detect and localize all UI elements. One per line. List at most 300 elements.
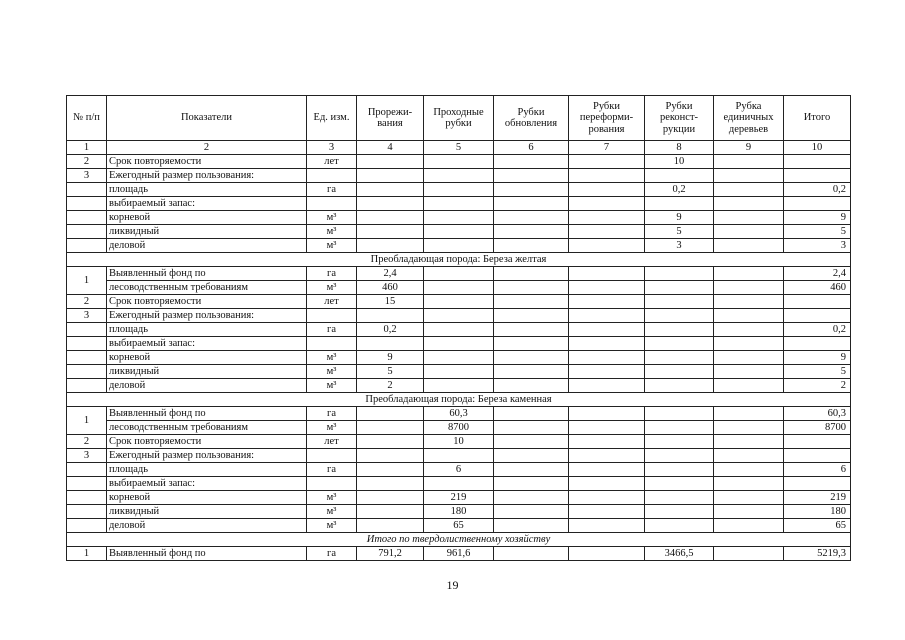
column-number-cell: 1 xyxy=(67,141,107,155)
value-cell xyxy=(424,379,494,393)
row-number-cell xyxy=(67,491,107,505)
row-number-cell xyxy=(67,379,107,393)
value-cell: 5 xyxy=(357,365,424,379)
value-cell: 9 xyxy=(784,211,851,225)
indicator-name-cell: выбираемый запас: xyxy=(107,477,307,491)
value-cell xyxy=(784,309,851,323)
value-cell xyxy=(357,435,424,449)
value-cell xyxy=(569,449,645,463)
value-cell xyxy=(424,155,494,169)
unit-cell: лет xyxy=(307,435,357,449)
unit-cell: га xyxy=(307,407,357,421)
value-cell xyxy=(357,211,424,225)
unit-cell: га xyxy=(307,463,357,477)
unit-cell xyxy=(307,477,357,491)
unit-cell: м³ xyxy=(307,225,357,239)
row-number-cell: 1 xyxy=(67,407,107,435)
column-header: Рубки реконст-рукции xyxy=(645,96,714,141)
value-cell xyxy=(714,155,784,169)
table-row xyxy=(67,169,851,183)
value-cell xyxy=(714,365,784,379)
value-cell xyxy=(645,435,714,449)
value-cell xyxy=(714,295,784,309)
table-row xyxy=(67,449,851,463)
value-cell xyxy=(424,281,494,295)
value-cell: 5 xyxy=(784,365,851,379)
value-cell xyxy=(494,295,569,309)
table-row xyxy=(67,309,851,323)
unit-cell: м³ xyxy=(307,519,357,533)
value-cell xyxy=(645,281,714,295)
value-cell: 0,2 xyxy=(645,183,714,197)
value-cell xyxy=(714,211,784,225)
value-cell xyxy=(714,547,784,561)
row-number-cell xyxy=(67,183,107,197)
value-cell xyxy=(784,295,851,309)
value-cell xyxy=(494,183,569,197)
value-cell xyxy=(714,337,784,351)
unit-cell: лет xyxy=(307,295,357,309)
value-cell xyxy=(569,365,645,379)
row-number-cell: 2 xyxy=(67,295,107,309)
row-number-cell: 2 xyxy=(67,435,107,449)
value-cell xyxy=(357,463,424,477)
value-cell xyxy=(424,449,494,463)
table-row xyxy=(67,365,851,379)
value-cell xyxy=(357,225,424,239)
indicator-name-cell: Выявленный фонд по xyxy=(107,407,307,421)
value-cell xyxy=(424,225,494,239)
value-cell xyxy=(494,155,569,169)
value-cell: 0,2 xyxy=(784,183,851,197)
value-cell: 8700 xyxy=(424,421,494,435)
value-cell xyxy=(494,547,569,561)
table-row xyxy=(67,183,851,197)
value-cell xyxy=(569,351,645,365)
value-cell xyxy=(714,407,784,421)
value-cell xyxy=(357,449,424,463)
table-row xyxy=(67,435,851,449)
table-row xyxy=(67,239,851,253)
value-cell xyxy=(645,323,714,337)
value-cell: 65 xyxy=(424,519,494,533)
table-row xyxy=(67,155,851,169)
value-cell xyxy=(714,309,784,323)
row-number-cell xyxy=(67,365,107,379)
value-cell xyxy=(494,449,569,463)
value-cell xyxy=(357,309,424,323)
value-cell xyxy=(569,491,645,505)
unit-cell: га xyxy=(307,323,357,337)
row-number-cell xyxy=(67,505,107,519)
row-number-cell xyxy=(67,519,107,533)
value-cell xyxy=(569,435,645,449)
section-title-row xyxy=(67,393,851,407)
table-row xyxy=(67,351,851,365)
indicator-name-cell: площадь xyxy=(107,323,307,337)
value-cell xyxy=(714,519,784,533)
unit-cell: га xyxy=(307,267,357,281)
value-cell xyxy=(357,169,424,183)
indicator-name-cell: деловой xyxy=(107,379,307,393)
value-cell: 460 xyxy=(784,281,851,295)
value-cell xyxy=(494,463,569,477)
value-cell: 9 xyxy=(645,211,714,225)
value-cell xyxy=(494,337,569,351)
value-cell: 60,3 xyxy=(784,407,851,421)
table-row xyxy=(67,295,851,309)
section-title: Итого по твердолиственному хозяйству xyxy=(67,533,851,547)
unit-cell xyxy=(307,169,357,183)
value-cell: 8700 xyxy=(784,421,851,435)
value-cell xyxy=(645,379,714,393)
indicator-name-cell: Ежегодный размер пользования: xyxy=(107,309,307,323)
value-cell xyxy=(569,309,645,323)
value-cell xyxy=(645,463,714,477)
value-cell xyxy=(714,421,784,435)
value-cell xyxy=(424,365,494,379)
value-cell xyxy=(645,477,714,491)
row-number-cell: 3 xyxy=(67,449,107,463)
page-number: 19 xyxy=(446,578,459,592)
column-number-cell: 5 xyxy=(424,141,494,155)
value-cell xyxy=(569,323,645,337)
value-cell xyxy=(784,435,851,449)
value-cell xyxy=(784,449,851,463)
value-cell: 791,2 xyxy=(357,547,424,561)
value-cell xyxy=(357,197,424,211)
value-cell xyxy=(714,379,784,393)
table-row xyxy=(67,197,851,211)
indicator-name-cell: выбираемый запас: xyxy=(107,337,307,351)
column-number-cell: 8 xyxy=(645,141,714,155)
value-cell xyxy=(494,323,569,337)
value-cell xyxy=(424,211,494,225)
table-row xyxy=(67,379,851,393)
indicator-name-cell: корневой xyxy=(107,351,307,365)
value-cell: 2 xyxy=(357,379,424,393)
value-cell xyxy=(569,169,645,183)
column-number-cell: 10 xyxy=(784,141,851,155)
indicator-name-cell: Выявленный фонд по xyxy=(107,547,307,561)
fund-row xyxy=(67,421,851,435)
value-cell xyxy=(645,197,714,211)
table-row xyxy=(67,547,851,561)
value-cell xyxy=(569,197,645,211)
value-cell xyxy=(645,337,714,351)
value-cell: 5 xyxy=(645,225,714,239)
value-cell xyxy=(494,169,569,183)
value-cell xyxy=(357,239,424,253)
value-cell xyxy=(357,477,424,491)
value-cell xyxy=(714,351,784,365)
value-cell: 5219,3 xyxy=(784,547,851,561)
value-cell xyxy=(494,407,569,421)
value-cell xyxy=(645,309,714,323)
fund-row xyxy=(67,267,851,281)
value-cell xyxy=(569,519,645,533)
value-cell xyxy=(645,365,714,379)
value-cell xyxy=(784,155,851,169)
value-cell xyxy=(714,183,784,197)
value-cell xyxy=(424,295,494,309)
value-cell xyxy=(569,505,645,519)
indicator-name-cell: площадь xyxy=(107,463,307,477)
value-cell xyxy=(714,267,784,281)
row-number-cell: 2 xyxy=(67,155,107,169)
value-cell xyxy=(784,477,851,491)
value-cell xyxy=(494,519,569,533)
row-number-cell: 3 xyxy=(67,309,107,323)
unit-cell: м³ xyxy=(307,491,357,505)
row-number-cell: 1 xyxy=(67,547,107,561)
value-cell xyxy=(494,365,569,379)
value-cell xyxy=(569,225,645,239)
value-cell xyxy=(569,295,645,309)
section-title: Преобладающая порода: Береза желтая xyxy=(67,253,851,267)
unit-cell: м³ xyxy=(307,365,357,379)
value-cell: 65 xyxy=(784,519,851,533)
value-cell xyxy=(645,491,714,505)
value-cell xyxy=(569,463,645,477)
table-row xyxy=(67,477,851,491)
value-cell xyxy=(357,421,424,435)
value-cell: 3466,5 xyxy=(645,547,714,561)
value-cell xyxy=(424,267,494,281)
value-cell xyxy=(645,505,714,519)
fund-row xyxy=(67,407,851,421)
value-cell xyxy=(569,337,645,351)
section-title-row xyxy=(67,253,851,267)
value-cell xyxy=(569,155,645,169)
indicator-name-cell: Ежегодный размер пользования: xyxy=(107,169,307,183)
value-cell xyxy=(494,211,569,225)
value-cell xyxy=(645,421,714,435)
value-cell xyxy=(784,197,851,211)
value-cell: 2,4 xyxy=(784,267,851,281)
unit-cell xyxy=(307,449,357,463)
column-header: Рубки переформи-рования xyxy=(569,96,645,141)
value-cell xyxy=(569,421,645,435)
value-cell: 460 xyxy=(357,281,424,295)
indicator-name-cell: площадь xyxy=(107,183,307,197)
value-cell xyxy=(494,421,569,435)
value-cell: 219 xyxy=(784,491,851,505)
row-number-cell xyxy=(67,197,107,211)
value-cell xyxy=(494,197,569,211)
value-cell: 219 xyxy=(424,491,494,505)
table-row xyxy=(67,463,851,477)
value-cell xyxy=(714,197,784,211)
value-cell xyxy=(569,183,645,197)
indicator-name-cell: лесоводственным требованиям xyxy=(107,281,307,295)
row-number-cell xyxy=(67,351,107,365)
value-cell xyxy=(494,379,569,393)
column-header: Прорежи-вания xyxy=(357,96,424,141)
value-cell xyxy=(494,505,569,519)
fund-row xyxy=(67,281,851,295)
value-cell xyxy=(714,239,784,253)
value-cell xyxy=(714,463,784,477)
table-row xyxy=(67,323,851,337)
unit-cell: м³ xyxy=(307,505,357,519)
unit-cell xyxy=(307,197,357,211)
value-cell xyxy=(569,281,645,295)
indicator-name-cell: корневой xyxy=(107,211,307,225)
value-cell xyxy=(424,323,494,337)
unit-cell: м³ xyxy=(307,379,357,393)
value-cell xyxy=(714,169,784,183)
row-number-cell xyxy=(67,211,107,225)
value-cell: 10 xyxy=(424,435,494,449)
value-cell xyxy=(645,407,714,421)
value-cell: 9 xyxy=(357,351,424,365)
column-header: Рубки обновления xyxy=(494,96,569,141)
column-number-row xyxy=(67,141,851,155)
value-cell xyxy=(714,281,784,295)
value-cell xyxy=(424,183,494,197)
value-cell xyxy=(424,197,494,211)
value-cell xyxy=(569,407,645,421)
value-cell xyxy=(424,239,494,253)
value-cell xyxy=(784,337,851,351)
unit-cell: м³ xyxy=(307,351,357,365)
value-cell xyxy=(714,435,784,449)
value-cell: 6 xyxy=(424,463,494,477)
value-cell xyxy=(714,491,784,505)
value-cell xyxy=(494,239,569,253)
value-cell xyxy=(424,309,494,323)
value-cell: 0,2 xyxy=(784,323,851,337)
value-cell xyxy=(494,435,569,449)
row-number-cell xyxy=(67,337,107,351)
row-number-cell xyxy=(67,463,107,477)
row-number-cell xyxy=(67,239,107,253)
value-cell: 180 xyxy=(424,505,494,519)
column-number-cell: 3 xyxy=(307,141,357,155)
value-cell xyxy=(357,183,424,197)
unit-cell: м³ xyxy=(307,281,357,295)
table-row xyxy=(67,211,851,225)
indicator-name-cell: ликвидный xyxy=(107,365,307,379)
unit-cell: м³ xyxy=(307,211,357,225)
value-cell: 9 xyxy=(784,351,851,365)
unit-cell: лет xyxy=(307,155,357,169)
indicator-name-cell: Ежегодный размер пользования: xyxy=(107,449,307,463)
table-row xyxy=(67,491,851,505)
value-cell xyxy=(784,169,851,183)
header-row xyxy=(67,96,851,141)
value-cell xyxy=(494,351,569,365)
unit-cell: га xyxy=(307,183,357,197)
value-cell xyxy=(645,169,714,183)
table-row xyxy=(67,225,851,239)
value-cell: 3 xyxy=(645,239,714,253)
table-row xyxy=(67,505,851,519)
value-cell: 3 xyxy=(784,239,851,253)
value-cell xyxy=(494,225,569,239)
value-cell: 0,2 xyxy=(357,323,424,337)
value-cell xyxy=(424,169,494,183)
row-number-cell: 1 xyxy=(67,267,107,295)
value-cell: 5 xyxy=(784,225,851,239)
value-cell xyxy=(494,309,569,323)
indicator-name-cell: ликвидный xyxy=(107,505,307,519)
column-number-cell: 4 xyxy=(357,141,424,155)
value-cell xyxy=(357,491,424,505)
column-header: № п/п xyxy=(67,96,107,141)
value-cell: 180 xyxy=(784,505,851,519)
value-cell xyxy=(357,505,424,519)
value-cell xyxy=(357,155,424,169)
value-cell: 2 xyxy=(784,379,851,393)
column-number-cell: 6 xyxy=(494,141,569,155)
indicator-name-cell: лесоводственным требованиям xyxy=(107,421,307,435)
indicator-name-cell: Срок повторяемости xyxy=(107,435,307,449)
value-cell xyxy=(569,477,645,491)
unit-cell: га xyxy=(307,547,357,561)
value-cell xyxy=(494,491,569,505)
indicator-name-cell: Срок повторяемости xyxy=(107,155,307,169)
value-cell xyxy=(569,211,645,225)
column-header: Итого xyxy=(784,96,851,141)
value-cell xyxy=(494,281,569,295)
forest-use-table xyxy=(66,95,851,561)
row-number-cell xyxy=(67,323,107,337)
value-cell xyxy=(645,449,714,463)
column-header: Ед. изм. xyxy=(307,96,357,141)
indicator-name-cell: Срок повторяемости xyxy=(107,295,307,309)
value-cell xyxy=(645,295,714,309)
value-cell xyxy=(645,519,714,533)
indicator-name-cell: деловой xyxy=(107,239,307,253)
unit-cell: м³ xyxy=(307,421,357,435)
table-row xyxy=(67,519,851,533)
row-number-cell xyxy=(67,477,107,491)
indicator-name-cell: деловой xyxy=(107,519,307,533)
row-number-cell: 3 xyxy=(67,169,107,183)
value-cell xyxy=(357,337,424,351)
value-cell xyxy=(569,547,645,561)
table-row xyxy=(67,337,851,351)
column-header: Рубка единичных деревьев xyxy=(714,96,784,141)
value-cell xyxy=(645,351,714,365)
value-cell xyxy=(494,267,569,281)
value-cell xyxy=(357,407,424,421)
indicator-name-cell: Выявленный фонд по xyxy=(107,267,307,281)
value-cell: 60,3 xyxy=(424,407,494,421)
value-cell: 6 xyxy=(784,463,851,477)
column-header: Проходные рубки xyxy=(424,96,494,141)
indicator-name-cell: выбираемый запас: xyxy=(107,197,307,211)
value-cell xyxy=(569,379,645,393)
value-cell: 961,6 xyxy=(424,547,494,561)
unit-cell: м³ xyxy=(307,239,357,253)
value-cell xyxy=(569,239,645,253)
value-cell xyxy=(714,323,784,337)
value-cell xyxy=(494,477,569,491)
indicator-name-cell: корневой xyxy=(107,491,307,505)
indicator-name-cell: ликвидный xyxy=(107,225,307,239)
column-number-cell: 2 xyxy=(107,141,307,155)
column-header: Показатели xyxy=(107,96,307,141)
section-title-row xyxy=(67,533,851,547)
value-cell xyxy=(424,351,494,365)
unit-cell xyxy=(307,309,357,323)
unit-cell xyxy=(307,337,357,351)
value-cell xyxy=(645,267,714,281)
value-cell xyxy=(424,477,494,491)
